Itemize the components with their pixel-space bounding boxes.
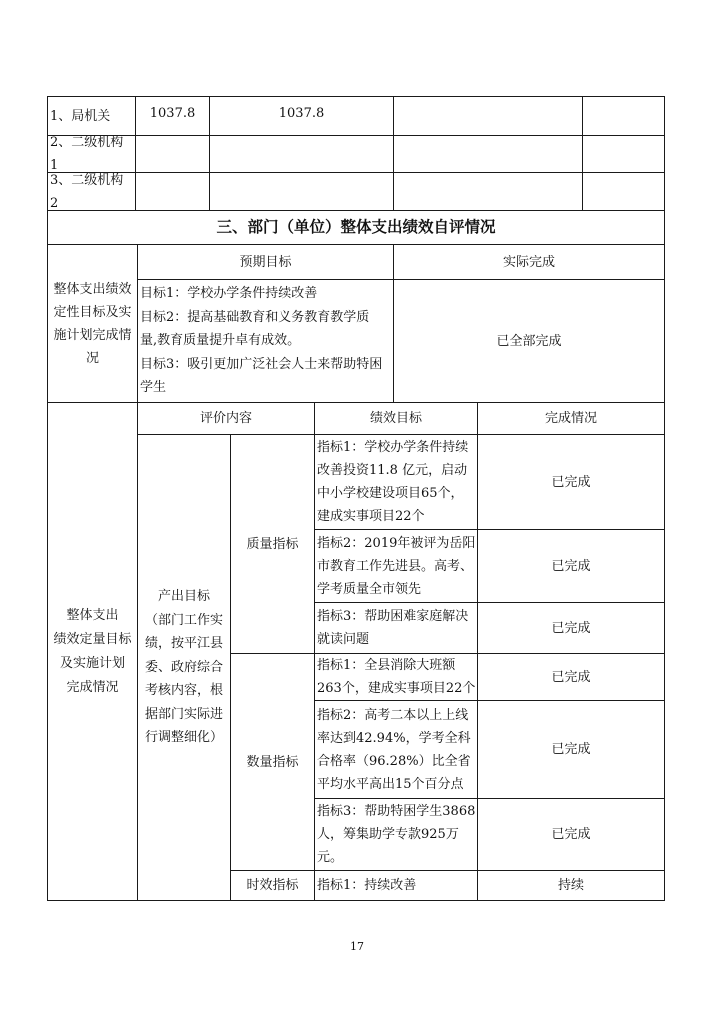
indicator-target: 指标3：帮助特困学生3868 人，筹集助学专款925万 元。 [317,804,476,865]
budget-row-label: 3、二级机构 2 [50,173,124,210]
expected-goals-text: 目标1：学校办学条件持续改善 目标2：提高基础教育和义务教育教学质 量,教育质量提升卓有成效。 目标3：吸引更加广泛社会人士来帮助特困 学生 [140,286,383,396]
eval-content-header: 评价内容 [199,411,252,426]
budget-cell-value [583,173,664,210]
indicator-target: 指标3：帮助困难家庭解决 就读问题 [317,609,469,647]
page-number: 17 [350,940,364,953]
indicator-target: 指标2：2019年被评为岳阳 市教育工作先进县。高考、 学考质量全市领先 [317,535,476,597]
timeliness-indicator-label: 时效指标 [246,878,299,893]
indicator-target: 指标1：学校办学条件持续 改善投资11.8 亿元，启动 中小学校建设项目65个， 建成实事项目22个 [317,440,469,524]
indicator-status: 已完成 [551,742,591,757]
budget-cell-value [394,97,582,135]
indicator-status: 持续 [557,878,584,893]
budget-cell-value [583,136,664,172]
completion-status-header: 完成情况 [544,411,597,426]
indicator-status: 已完成 [551,620,591,636]
indicator-target: 指标2：高考二本以上上线 率达到42.94%，学考全科 合格率（96.28%）比全省 平均水平高出15个百分点 [317,707,471,792]
budget-cell-value: 1037.8 [149,106,196,121]
budget-row-label: 2、二级机构 1 [50,136,124,172]
indicator-target: 指标1：持续改善 [317,878,417,893]
actual-completion-header: 实际完成 [502,254,555,270]
budget-cell-value [210,136,393,172]
actual-completion-value: 已全部完成 [496,333,562,349]
indicator-status: 已完成 [551,558,591,574]
budget-cell-value [394,136,582,172]
budget-cell-value [136,136,209,172]
qualitative-row-label: 整体支出绩效 定性目标及实 施计划完成情 况 [53,281,132,366]
quantity-indicator-label: 数量指标 [246,754,299,770]
budget-cell-value [583,97,664,135]
indicator-status: 已完成 [551,827,591,842]
budget-cell-value [136,173,209,210]
indicator-status: 已完成 [551,669,591,685]
budget-row-label: 1、局机关 [50,108,111,124]
budget-cell-value [210,173,393,210]
expected-goals-header: 预期目标 [239,254,292,270]
quantitative-row-label: 整体支出 绩效定量目标 及实施计划 完成情况 [53,607,132,695]
quality-indicator-label: 质量指标 [246,536,299,552]
performance-target-header: 绩效目标 [369,411,422,426]
section-title: 三、部门（单位）整体支出绩效自评情况 [216,218,496,236]
output-goal-label: 产出目标 （部门工作实 绩，按平江县 委、政府综合 考核内容，根 据部门实际进 行调整细化） [144,589,223,746]
budget-cell-value: 1037.8 [278,106,325,121]
indicator-target: 指标1：全县消除大班额 263个，建成实事项目22个 [317,658,476,696]
indicator-status: 已完成 [551,474,591,490]
budget-cell-value [394,173,582,210]
